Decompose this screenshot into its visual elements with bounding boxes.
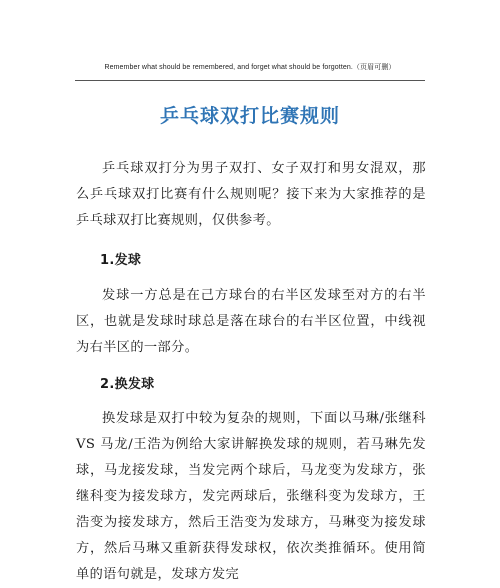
section-heading-serve: 1.发球 <box>100 253 142 268</box>
intro-paragraph: 乒乓球双打分为男子双打、女子双打和男女混双，那么乒乓球双打比赛有什么规则呢？接下来为大家推荐的是乒乓球双打比赛规则，仅供参考。 <box>76 161 426 228</box>
header-divider <box>75 80 425 81</box>
document-title: 乒乓球双打比赛规则 <box>159 105 340 127</box>
section-body-serve: 发球一方总是在己方球台的右半区发球至对方的右半区，也就是发球时球总是落在球台的右半区位置，中线视为右半区的一部分。 <box>76 288 426 355</box>
section-body-switch-serve: 换发球是双打中较为复杂的规则，下面以马琳/张继科 VS 马龙/王浩为例给大家讲解换发球的规则，若马琳先发球，马龙接发球，当发完两个球后，马龙变为发球方，张继科变为接发球方，发完两球后，张继科变为发球方，王浩变为接发球方，然后王浩变为发球方，马琳变为接发球方，然后马琳又重新获得发球权，依次类推循环。使用简单的语句就是，发球方发完 <box>76 411 426 582</box>
section-heading-switch-serve: 2.换发球 <box>100 377 155 392</box>
page-header-note: Remember what should be remembered, and forget what should be forgotten.（页眉可删） <box>104 64 396 71</box>
